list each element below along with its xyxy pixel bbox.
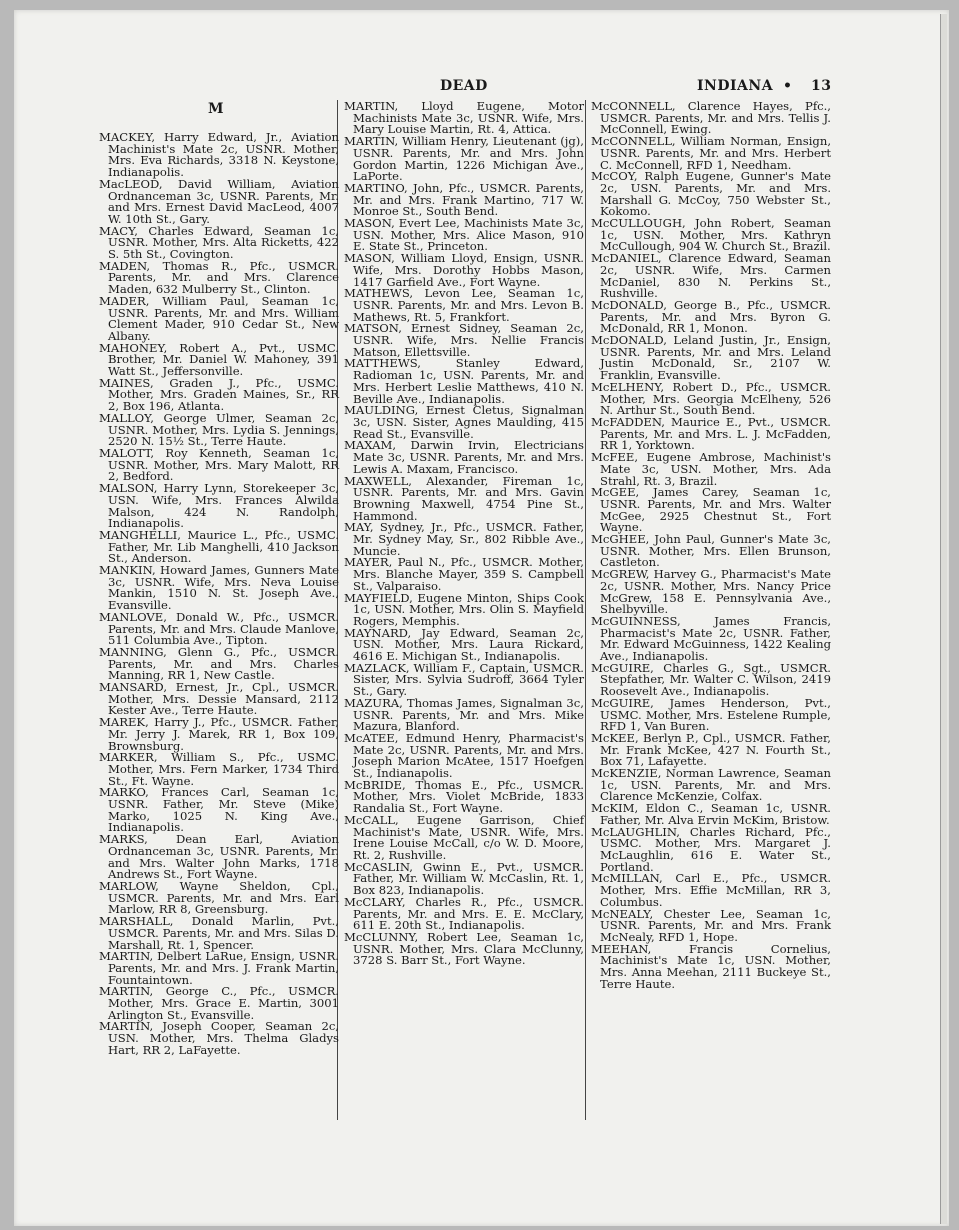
- casualty-entry: McKEE, Berlyn P., Cpl., USMCR. Father, Mr. Frank McKee, 427 N. Fourth St., Box 71, Lafayette.: [591, 730, 831, 769]
- casualty-entry: MAY, Sydney, Jr., Pfc., USMCR. Father, Mr. Sydney May, Sr., 802 Ribble Ave., Muncie.: [344, 520, 584, 558]
- casualty-entry: MARTINO, John, Pfc., USMCR. Parents, Mr. and Mrs. Frank Martino, 717 W. Monroe St., South Bend.: [344, 180, 584, 219]
- casualty-entry: MARKER, William S., Pfc., USMC. Mother, Mrs. Fern Marker, 1734 Third St., Ft. Wayne.: [99, 750, 339, 788]
- casualty-entry: McCONNELL, William Norman, Ensign, USNR. Parents, Mr. and Mrs. Herbert C. McConnell, RFD 1, Needham.: [591, 134, 831, 172]
- casualty-entry: McDANIEL, Clarence Edward, Seaman 2c, USNR. Wife, Mrs. Carmen McDaniel, 830 N. Perkins St., Rushville.: [591, 251, 831, 301]
- casualty-entry: MALSON, Harry Lynn, Storekeeper 3c, USN. Wife, Mrs. Frances Alwilda Malson, 424 N. Randolph, Indianapolis.: [99, 481, 339, 531]
- column-1: [99, 132, 339, 1057]
- running-header-state: INDIANA: [697, 78, 774, 94]
- casualty-entry: MAXWELL, Alexander, Fireman 1c, USNR. Parents, Mr. and Mrs. Gavin Browning Maxwell, 4754 Pine St., Hammond.: [344, 473, 584, 523]
- header-bullet: •: [783, 78, 793, 94]
- casualty-entry: MANGHELLI, Maurice L., Pfc., USMC. Father, Mr. Lib Manghelli, 410 Jackson St., Anderson.: [99, 527, 339, 566]
- casualty-entry: McATEE, Edmund Henry, Pharmacist's Mate 2c, USNR. Parents, Mr. and Mrs. Joseph Marion McAtee, 1517 Hoefgen St., Indianapolis.: [344, 730, 584, 781]
- casualty-entry: McCASLIN, Gwinn E., Pvt., USMCR. Father, Mr. William W. McCaslin, Rt. 1, Box 823, Indianapolis.: [344, 859, 584, 898]
- casualty-entry: MARKO, Frances Carl, Seaman 1c, USNR. Father, Mr. Steve (Mike) Marko, 1025 N. King Ave., Indianapolis.: [99, 785, 339, 835]
- casualty-entry: MACKEY, Harry Edward, Jr., Aviation Machinist's Mate 2c, USNR. Mother, Mrs. Eva Richards, 3318 N. Keystone, Indianapolis.: [99, 130, 339, 180]
- casualty-entry: MASON, Evert Lee, Machinists Mate 3c, USN. Mother, Mrs. Alice Mason, 910 E. State St., Princeton.: [344, 216, 584, 254]
- casualty-entry: McGUINNESS, James Francis, Pharmacist's Mate 2c, USNR. Father, Mr. Edward McGuinness, 1422 Kealing Ave., Indianapolis.: [591, 613, 831, 664]
- casualty-entry: McGEE, James Carey, Seaman 1c, USNR. Parents, Mr. and Mrs. Walter McGee, 2925 Chestnut St., Fort Wayne.: [591, 485, 831, 535]
- casualty-entry: MANNING, Glenn G., Pfc., USMCR. Parents, Mr. and Mrs. Charles Manning, RR 1, New Castle.: [99, 644, 339, 683]
- casualty-entry: MAULDING, Ernest Cletus, Signalman 3c, USN. Sister, Agnes Maulding, 415 Read St., Evansville.: [344, 403, 584, 441]
- casualty-entry: MADEN, Thomas R., Pfc., USMCR. Parents, Mr. and Mrs. Clarence Maden, 632 Mulberry St., Clinton.: [99, 258, 339, 297]
- casualty-entry: McKIM, Eldon C., Seaman 1c, USNR. Father, Mr. Alva Ervin McKim, Bristow.: [591, 801, 831, 827]
- casualty-entry: MAYFIELD, Eugene Minton, Ships Cook 1c, USN. Mother, Mrs. Olin S. Mayfield Rogers, Memphis.: [344, 590, 584, 628]
- casualty-entry: McCLUNNY, Robert Lee, Seaman 1c, USNR. Mother, Mrs. Clara McClunny, 3728 S. Barr St., Fort Wayne.: [344, 929, 584, 968]
- casualty-entry: McFEE, Eugene Ambrose, Machinist's Mate 3c, USN. Mother, Mrs. Ada Strahl, Rt. 3, Brazil.: [591, 450, 831, 488]
- casualty-entry: MATTHEWS, Stanley Edward, Radioman 1c, USN. Parents, Mr. and Mrs. Herbert Leslie Matthews, 410 N. Beville Ave., Indianapolis.: [344, 356, 584, 406]
- page-edge: [940, 14, 947, 1224]
- casualty-entry: MARTIN, Joseph Cooper, Seaman 2c, USN. Mother, Mrs. Thelma Gladys Hart, RR 2, LaFayette.: [99, 1019, 339, 1057]
- casualty-entry: MARSHALL, Donald Marlin, Pvt., USMCR. Parents, Mr. and Mrs. Silas D. Marshall, Rt. 1, Spencer.: [99, 914, 339, 952]
- casualty-entry: MASON, William Lloyd, Ensign, USNR. Wife, Mrs. Dorothy Hobbs Mason, 1417 Garfield Ave., Fort Wayne.: [344, 251, 584, 289]
- casualty-entry: MAHONEY, Robert A., Pvt., USMC. Brother, Mr. Daniel W. Mahoney, 391 Watt St., Jeffersonville.: [99, 340, 339, 379]
- casualty-entry: MARTIN, William Henry, Lieutenant (jg), USNR. Parents, Mr. and Mrs. John Gordon Martin, 1226 Michigan Ave., LaPorte.: [344, 134, 584, 184]
- casualty-entry: MEEHAN, Francis Cornelius, Machinist's Mate 1c, USN. Mother, Mrs. Anna Meehan, 2111 Buckeye St., Terre Haute.: [591, 941, 831, 991]
- casualty-entry: McNEALY, Chester Lee, Seaman 1c, USNR. Parents, Mr. and Mrs. Frank McNealy, RFD 1, Hope.: [591, 906, 831, 944]
- casualty-entry: McBRIDE, Thomas E., Pfc., USMCR. Mother, Mrs. Violet McBride, 1833 Randalia St., Fort Wayne.: [344, 777, 584, 816]
- column-2: [344, 101, 584, 967]
- casualty-entry: McCLARY, Charles R., Pfc., USMCR. Parents, Mr. and Mrs. E. E. McClary, 611 E. 20th St., Indianapolis.: [344, 894, 584, 933]
- casualty-entry: MATHEWS, Levon Lee, Seaman 1c, USNR. Parents, Mr. and Mrs. Levon B. Mathews, Rt. 5, Frankfort.: [344, 286, 584, 324]
- casualty-entry: MANKIN, Howard James, Gunners Mate 3c, USNR. Wife, Mrs. Neva Louise Mankin, 1510 N. St. Joseph Ave., Evansville.: [99, 563, 339, 613]
- casualty-entry: McLAUGHLIN, Charles Richard, Pfc., USMC. Mother, Mrs. Margaret J. McLaughlin, 616 E. Water St., Portland.: [591, 824, 831, 874]
- casualty-entry: McMILLAN, Carl E., Pfc., USMCR. Mother, Mrs. Effie McMillan, RR 3, Columbus.: [591, 871, 831, 909]
- casualty-entry: MARTIN, Lloyd Eugene, Motor Machinists Mate 3c, USNR. Wife, Mrs. Mary Louise Martin, Rt. 4, Attica.: [344, 99, 584, 137]
- section-letter: M: [208, 101, 224, 117]
- casualty-entry: McGUIRE, James Henderson, Pvt., USMC. Mother, Mrs. Estelene Rumple, RFD 1, Van Buren.: [591, 695, 831, 734]
- casualty-entry: MAREK, Harry J., Pfc., USMCR. Father, Mr. Jerry J. Marek, RR 1, Box 109, Brownsburg.: [99, 715, 339, 753]
- casualty-entry: MAZLACK, William F., Captain, USMCR. Sister, Mrs. Sylvia Sudroff, 3664 Tyler St., Gary.: [344, 660, 584, 699]
- casualty-entry: McDONALD, Leland Justin, Jr., Ensign, USNR. Parents, Mr. and Mrs. Leland Justin McDonald, Sr., 2107 W. Franklin, Evansville.: [591, 333, 831, 383]
- casualty-entry: McCULLOUGH, John Robert, Seaman 1c, USN. Mother, Mrs. Kathryn McCullough, 904 W. Church St., Brazil.: [591, 216, 831, 254]
- casualty-entry: MARKS, Dean Earl, Aviation Ordnanceman 3c, USNR. Parents, Mr. and Mrs. Walter John Marks, 1718 Andrews St., Fort Wayne.: [99, 832, 339, 882]
- casualty-entry: MATSON, Ernest Sidney, Seaman 2c, USNR. Wife, Mrs. Nellie Francis Matson, Ellettsville.: [344, 321, 584, 359]
- casualty-entry: McCALL, Eugene Garrison, Chief Machinist's Mate, USNR. Wife, Mrs. Irene Louise McCall, c/o W. D. Moore, Rt. 2, Rushville.: [344, 812, 584, 862]
- casualty-entry: MAXAM, Darwin Irvin, Electricians Mate 3c, USNR. Parents, Mr. and Mrs. Lewis A. Maxam, Francisco.: [344, 438, 584, 476]
- casualty-entry: McGUIRE, Charles G., Sgt., USMCR. Stepfather, Mr. Walter C. Wilson, 2419 Roosevelt Ave., Indianapolis.: [591, 660, 831, 699]
- casualty-entry: McDONALD, George B., Pfc., USMCR. Parents, Mr. and Mrs. Byron G. McDonald, RR 1, Monon.: [591, 297, 831, 336]
- casualty-entry: McGREW, Harvey G., Pharmacist's Mate 2c, USNR. Mother, Mrs. Nancy Price McGrew, 158 E. Pennsylvania Ave., Shelbyville.: [591, 567, 831, 617]
- casualty-entry: McELHENY, Robert D., Pfc., USMCR. Mother, Mrs. Georgia McElheny, 526 N. Arthur St., South Bend.: [591, 379, 831, 418]
- casualty-entry: McKENZIE, Norman Lawrence, Seaman 1c, USN. Parents, Mr. and Mrs. Clarence McKenzie, Colfax.: [591, 766, 831, 804]
- casualty-entry: MAINES, Graden J., Pfc., USMC. Mother, Mrs. Graden Maines, Sr., RR 2, Box 196, Atlanta.: [99, 375, 339, 414]
- casualty-entry: MARTIN, George C., Pfc., USMCR. Mother, Mrs. Grace E. Martin, 3001 Arlington St., Evansville.: [99, 984, 339, 1022]
- casualty-entry: McGHEE, John Paul, Gunner's Mate 3c, USNR. Mother, Mrs. Ellen Brunson, Castleton.: [591, 532, 831, 570]
- casualty-entry: MALOTT, Roy Kenneth, Seaman 1c, USNR. Mother, Mrs. Mary Malott, RR 2, Bedford.: [99, 445, 339, 484]
- casualty-entry: McCONNELL, Clarence Hayes, Pfc., USMCR. Parents, Mr. and Mrs. Tellis J. McConnell, Ewing.: [591, 99, 831, 137]
- casualty-entry: MACY, Charles Edward, Seaman 1c, USNR. Mother, Mrs. Alta Ricketts, 422 S. 5th St., Covington.: [99, 223, 339, 262]
- casualty-entry: MANLOVE, Donald W., Pfc., USMCR. Parents, Mr. and Mrs. Claude Manlove, 511 Columbia Ave., Tipton.: [99, 609, 339, 648]
- page-number: 13: [811, 78, 832, 94]
- casualty-entry: MALLOY, George Ulmer, Seaman 2c, USNR. Mother, Mrs. Lydia S. Jennings, 2520 N. 15½ St., Terre Haute.: [99, 410, 339, 449]
- casualty-entry: McCOY, Ralph Eugene, Gunner's Mate 2c, USN. Parents, Mr. and Mrs. Marshall G. McCoy, 750 Webster St., Kokomo.: [591, 169, 831, 219]
- casualty-entry: MANSARD, Ernest, Jr., Cpl., USMCR. Mother, Mrs. Dessie Mansard, 2112 Kester Ave., Terre Haute.: [99, 680, 339, 718]
- casualty-entry: MARTIN, Delbert LaRue, Ensign, USNR. Parents, Mr. and Mrs. J. Frank Martin, Fountaintown.: [99, 949, 339, 987]
- casualty-entry: McFADDEN, Maurice E., Pvt., USMCR. Parents, Mr. and Mrs. L. J. McFadden, RR 1, Yorktown.: [591, 414, 831, 453]
- column-divider: [585, 100, 586, 1120]
- casualty-entry: MADER, William Paul, Seaman 1c, USNR. Parents, Mr. and Mrs. William Clement Mader, 910 Cedar St., New Albany.: [99, 293, 339, 343]
- column-3: [591, 101, 831, 990]
- casualty-entry: MacLEOD, David William, Aviation Ordnanceman 3c, USNR. Parents, Mr. and Mrs. Ernest David MacLeod, 4007 W. 10th St., Gary.: [99, 176, 339, 226]
- running-header-title: DEAD: [440, 78, 488, 94]
- casualty-entry: MAZURA, Thomas James, Signalman 3c, USNR. Parents, Mr. and Mrs. Mike Mazura, Blanford.: [344, 695, 584, 734]
- casualty-entry: MARLOW, Wayne Sheldon, Cpl., USMCR. Parents, Mr. and Mrs. Earl Marlow, RR 8, Greensburg.: [99, 879, 339, 917]
- casualty-entry: MAYNARD, Jay Edward, Seaman 2c, USN. Mother, Mrs. Laura Rickard, 4616 E. Michigan St., Indianapolis.: [344, 625, 584, 664]
- casualty-entry: MAYER, Paul N., Pfc., USMCR. Mother, Mrs. Blanche Mayer, 359 S. Campbell St., Valparaiso.: [344, 555, 584, 593]
